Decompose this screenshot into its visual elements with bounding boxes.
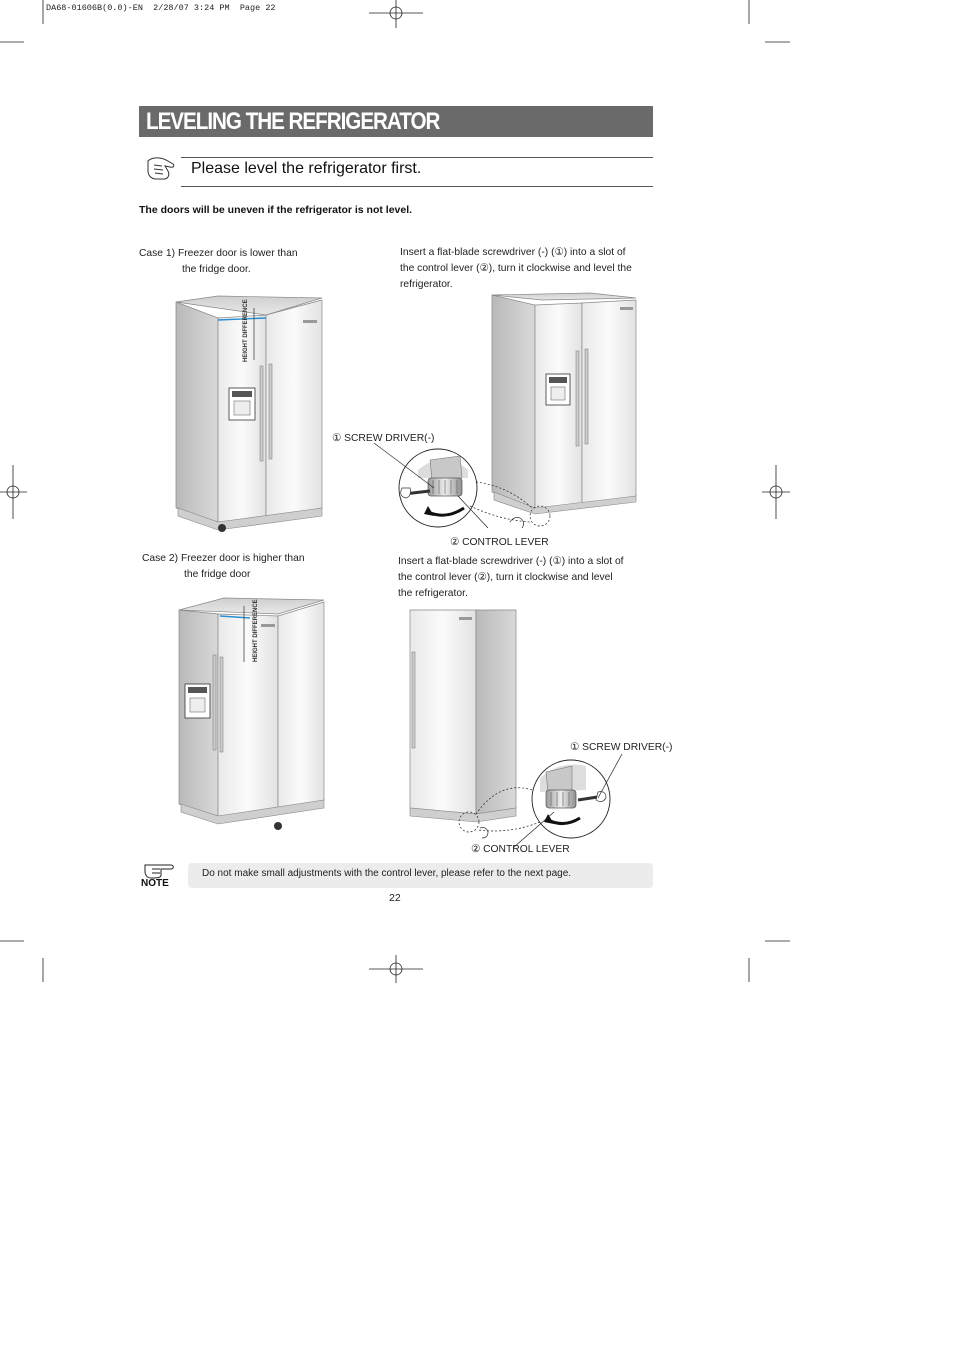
case2-control-lever-label: ② CONTROL LEVER [471,844,570,855]
pointing-finger-icon [145,865,173,878]
case1-text-line1: Freezer door is lower than [177,248,298,259]
subtitle-rule-bottom [181,186,653,187]
case1-instruction-line1: Insert a flat-blade screwdriver (-) (①) into a slot of [400,247,626,258]
subtitle: Please level the refrigerator first. [191,160,422,177]
print-slug: DA68-01606B(0.0)-EN 2/28/07 3:24 PM Page 22 [46,3,276,13]
case2-instruction [398,554,624,602]
case2-screwdriver-label: ① SCREW DRIVER(-) [570,742,673,753]
note-label: NOTE [141,878,169,889]
case2-instruction-line1: Insert a flat-blade screwdriver (-) (①) into a slot of [398,556,624,567]
case1-label: Case 1) [139,248,176,259]
case2-text-line1: Freezer door is higher than [180,553,305,564]
note-text: Do not make small adjustments with the control lever, please refer to the next page. [202,868,572,879]
case1-description [139,246,298,278]
fridge-illustration-case1-right [492,293,636,526]
pointing-hand-icon [148,158,174,179]
intro-text: The doors will be uneven if the refrigerator is not level. [139,204,413,216]
fridge-illustration-case2-right [410,610,516,832]
height-difference-label-case2: HEIGHT DIFFERENCE [253,599,259,662]
case1-instruction-line3: refrigerator. [400,279,453,290]
case2-description [142,551,305,583]
case1-instruction-line2: the control lever (②), turn it clockwise and level the [400,263,632,274]
page-number: 22 [389,892,401,904]
height-difference-label-case1: HEIGHT DIFFERENCE [243,299,249,362]
fridge-illustration-case1 [176,296,322,532]
case1-screwdriver-label: ① SCREW DRIVER(-) [332,433,435,444]
page-title: LEVELING THE REFRIGERATOR [146,108,440,135]
case2-instruction-line2: the control lever (②), turn it clockwise and level [398,572,613,583]
case1-text-line2: the fridge door. [182,264,251,275]
case1-control-lever-label: ② CONTROL LEVER [450,537,549,548]
case2-text-line2: the fridge door [184,569,251,580]
fridge-illustration-case2 [179,598,324,830]
case1-instruction [400,245,632,293]
subtitle-rule-top [181,157,653,158]
case2-label: Case 2) [142,553,179,564]
case2-instruction-line3: the refrigerator. [398,588,468,599]
